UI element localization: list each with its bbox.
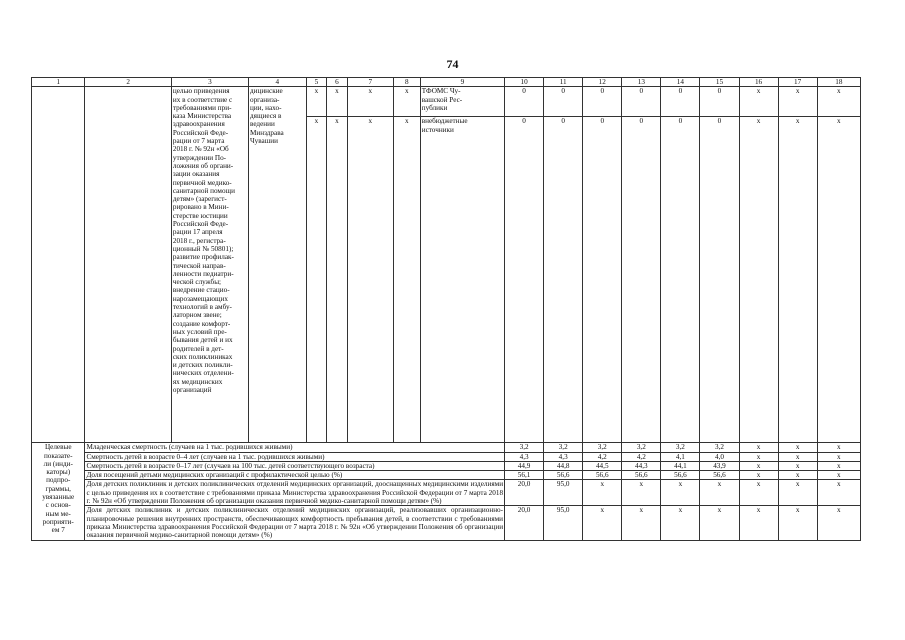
executor-text-line: ции, нахо- <box>249 103 282 112</box>
indicator-text: Доля детских поликлиник и детских поликлинических отделений медицинских организаций, дооснащенных медицинскими изделиями с целью приведения их в соответствие с требованиями приказа Министерства здравоохранения Российской Федерации от 7 марта 2018 г. № 92н «Об утверждении Положения об организации оказания первичной медико-санитарной помощи детям» (%) <box>86 480 504 506</box>
indicator-value: x <box>739 480 778 506</box>
column-number-4: 4 <box>248 78 306 87</box>
executor-text-line: Минздрава <box>249 128 284 137</box>
indicator-value: x <box>739 443 778 452</box>
measure-text-line: ленности педиатри- <box>172 269 234 278</box>
indicator-value: 44,9 <box>505 461 544 470</box>
indicator-value: 44,1 <box>661 461 700 470</box>
indicator-value: x <box>778 506 817 540</box>
measure-text-line: ных условий пре- <box>172 327 227 336</box>
indicator-value: 4,1 <box>661 452 700 461</box>
targets-label-line: ным ме- <box>45 509 71 518</box>
funding-source-line: источники <box>421 125 454 134</box>
indicator-value: x <box>583 480 622 506</box>
indicator-value: x <box>739 452 778 461</box>
indicator-value: x <box>622 506 661 540</box>
measure-text-line: здравоохранения <box>172 120 225 129</box>
measure-text-line: утверждении По- <box>172 153 227 162</box>
targets-label-line: каторы) <box>46 468 71 477</box>
targets-label-line: ем 7 <box>51 526 65 535</box>
column-number-3: 3 <box>171 78 248 87</box>
value-cell: x <box>778 87 817 117</box>
indicator-value: x <box>661 480 700 506</box>
value-cell: x <box>739 117 778 443</box>
indicator-value: 56,6 <box>544 471 583 480</box>
value-cell: 0 <box>505 117 544 443</box>
indicator-row <box>32 471 861 480</box>
marker-cell: x <box>347 117 393 443</box>
indicator-value: 44,8 <box>544 461 583 470</box>
empty-cell-col1 <box>32 87 85 443</box>
column-number-9: 9 <box>420 78 504 87</box>
indicator-value: 56,6 <box>583 471 622 480</box>
indicator-value: 44,5 <box>583 461 622 470</box>
measure-text-line: 2018 г., регистра- <box>172 236 226 245</box>
indicator-value: x <box>778 471 817 480</box>
measure-text-line: рации от 7 марта <box>172 137 225 146</box>
value-cell: 0 <box>544 87 583 117</box>
indicator-value: x <box>739 506 778 540</box>
measure-text-line: нарозамещающих <box>172 294 228 303</box>
indicator-value: x <box>817 471 860 480</box>
indicator-value: x <box>817 506 860 540</box>
indicator-value: x <box>700 506 739 540</box>
source-row-tfoms <box>32 87 861 117</box>
empty-cell-col2 <box>85 87 171 443</box>
measure-text-line: зации оказания <box>172 170 220 179</box>
indicator-value: x <box>817 461 860 470</box>
measure-text-line: требованиями при- <box>172 103 232 112</box>
measure-text-line: каза Министерства <box>172 112 232 121</box>
measure-text-line: ческой службы; <box>172 278 222 287</box>
value-cell: x <box>817 87 860 117</box>
funding-source-line: внебюджетные <box>421 117 468 126</box>
targets-label-line: подпро- <box>46 476 71 485</box>
value-cell: 0 <box>661 117 700 443</box>
indicator-value: 4,0 <box>700 452 739 461</box>
measure-text-line: ях медицинских <box>172 377 223 386</box>
measure-text-line: Российской Феде- <box>172 128 229 137</box>
column-number-1: 1 <box>32 78 85 87</box>
marker-cell: x <box>393 87 420 117</box>
measure-text-line: технологий в амбу- <box>172 303 232 312</box>
indicator-value: 56,6 <box>622 471 661 480</box>
marker-cell: x <box>306 87 327 117</box>
indicator-value: x <box>661 506 700 540</box>
funding-source-line: публики <box>421 103 448 112</box>
measure-text-line: санитарной помощи <box>172 186 235 195</box>
column-number-15: 15 <box>700 78 739 87</box>
indicator-text: Доля посещений детьми медицинских организаций с профилактической целью (%) <box>85 471 505 480</box>
executor-description <box>248 87 306 443</box>
indicator-value: 56,6 <box>661 471 700 480</box>
indicator-value: x <box>778 452 817 461</box>
measure-text-line: ционный № 50801); <box>172 244 234 253</box>
indicator-value: x <box>739 471 778 480</box>
column-number-10: 10 <box>505 78 544 87</box>
value-cell: 0 <box>505 87 544 117</box>
column-number-11: 11 <box>544 78 583 87</box>
indicator-value: 56,1 <box>505 471 544 480</box>
measure-text-line: внедрение стацио- <box>172 286 230 295</box>
executor-text-line: Чувашии <box>249 137 278 146</box>
value-cell: 0 <box>622 87 661 117</box>
executor-text-line: организа- <box>249 95 280 104</box>
measure-description <box>171 87 248 443</box>
funding-source <box>420 117 504 443</box>
indicator-text: Доля детских поликлиник и детских поликлинических отделений медицинских организаций, реализовавших организационно-планировочные решения внутренних пространств, обеспечивающих комфортность пребывания детей, в соответствии с требованиями приказа Министерства здравоохранения Российской Федерации от 7 марта 2018 г. № 92н «Об утверждении Положения об организации оказания первичной медико-санитарной помощи детям» (%) <box>86 506 504 540</box>
value-cell: 0 <box>583 87 622 117</box>
measure-text-line: организаций <box>172 385 212 394</box>
indicator-row <box>32 480 861 506</box>
indicator-value: x <box>778 443 817 452</box>
executor-text-line: дицинские <box>249 87 283 96</box>
indicator-value: x <box>778 480 817 506</box>
column-number-6: 6 <box>327 78 348 87</box>
indicator-value: 3,2 <box>700 443 739 452</box>
measure-text-line: рации 17 апреля <box>172 228 223 237</box>
indicator-value: x <box>778 461 817 470</box>
measure-text-line: их в соответствие с <box>172 95 233 104</box>
indicator-value: 4,3 <box>544 452 583 461</box>
indicator-value: 4,2 <box>622 452 661 461</box>
marker-cell: x <box>327 117 348 443</box>
value-cell: 0 <box>544 117 583 443</box>
value-cell: 0 <box>661 87 700 117</box>
column-number-12: 12 <box>583 78 622 87</box>
indicator-value: x <box>622 480 661 506</box>
targets-label-line: с основ- <box>45 501 71 510</box>
value-cell: x <box>739 87 778 117</box>
indicator-value: 3,2 <box>505 443 544 452</box>
column-number-8: 8 <box>393 78 420 87</box>
indicator-value: 20,0 <box>505 506 544 540</box>
column-number-row <box>32 78 861 87</box>
indicator-value: 44,3 <box>622 461 661 470</box>
executor-text-line: ведении <box>249 120 275 129</box>
value-cell: 0 <box>700 117 739 443</box>
measure-text-line: тической направ- <box>172 261 226 270</box>
value-cell: 0 <box>622 117 661 443</box>
column-number-18: 18 <box>817 78 860 87</box>
indicator-value: 3,2 <box>622 443 661 452</box>
page-number: 74 <box>446 57 459 71</box>
indicator-value: x <box>817 480 860 506</box>
indicator-value: 56,6 <box>700 471 739 480</box>
measure-text-line: и детских поликли- <box>172 361 233 370</box>
value-cell: 0 <box>583 117 622 443</box>
marker-cell: x <box>327 87 348 117</box>
column-number-14: 14 <box>661 78 700 87</box>
indicator-row <box>32 506 861 540</box>
indicator-value: x <box>583 506 622 540</box>
indicator-value: x <box>700 480 739 506</box>
indicator-value: 20,0 <box>505 480 544 506</box>
measure-text-line: ложения об органи- <box>172 161 234 170</box>
indicator-value: 95,0 <box>544 480 583 506</box>
column-number-5: 5 <box>306 78 327 87</box>
indicator-row <box>32 443 861 452</box>
value-cell: x <box>778 117 817 443</box>
targets-label-line: граммы, <box>45 484 71 493</box>
measure-text-line: первичной медико- <box>172 178 232 187</box>
indicator-text: Смертность детей в возрасте 0–17 лет (случаев на 100 тыс. детей соответствующего возраста) <box>85 461 505 470</box>
marker-cell: x <box>306 117 327 443</box>
measure-text-line: создание комфорт- <box>172 319 231 328</box>
column-number-2: 2 <box>85 78 171 87</box>
column-number-17: 17 <box>778 78 817 87</box>
program-table <box>31 77 861 541</box>
measure-text-line: целью приведения <box>172 87 230 96</box>
measure-text-line: развитие профилак- <box>172 253 234 262</box>
targets-label-line: показате- <box>43 451 73 460</box>
indicator-value: 3,2 <box>583 443 622 452</box>
measure-text-line: родителей в дет- <box>172 344 224 353</box>
targets-label-line: ли (инди- <box>43 459 73 468</box>
indicator-value: 43,9 <box>700 461 739 470</box>
funding-source-line: вашской Рес- <box>421 95 463 104</box>
indicator-row <box>32 461 861 470</box>
indicator-text: Смертность детей в возрасте 0–4 лет (случаев на 1 тыс. родившихся живыми) <box>85 452 505 461</box>
measure-text-line: стерстве юстиции <box>172 211 228 220</box>
marker-cell: x <box>347 87 393 117</box>
value-cell: x <box>817 117 860 443</box>
measure-text-line: 2018 г. № 92н «Об <box>172 145 229 154</box>
targets-label <box>32 443 85 540</box>
measure-text-line: рировано в Мини- <box>172 203 229 212</box>
funding-source <box>420 87 504 117</box>
targets-label-line: роприяти- <box>42 517 74 526</box>
indicator-row <box>32 452 861 461</box>
indicator-value: x <box>817 452 860 461</box>
indicator-value: 3,2 <box>661 443 700 452</box>
indicator-value: 4,3 <box>505 452 544 461</box>
column-number-7: 7 <box>347 78 393 87</box>
funding-source-line: ТФОМС Чу- <box>421 87 461 96</box>
measure-text-line: латорном звене; <box>172 311 222 320</box>
measure-text-line: бывания детей и их <box>172 336 233 345</box>
column-number-16: 16 <box>739 78 778 87</box>
indicator-value: x <box>817 443 860 452</box>
targets-label-line: Целевые <box>44 443 72 452</box>
column-number-13: 13 <box>622 78 661 87</box>
indicator-value: 95,0 <box>544 506 583 540</box>
value-cell: 0 <box>700 87 739 117</box>
indicator-text: Младенческая смертность (случаев на 1 тыс. родившихся живыми) <box>85 443 505 452</box>
marker-cell: x <box>393 117 420 443</box>
indicator-value: 3,2 <box>544 443 583 452</box>
measure-text-line: ских поликлиниках <box>172 352 233 361</box>
measure-text-line: нических отделени- <box>172 369 234 378</box>
executor-text-line: дящиеся в <box>249 112 282 121</box>
measure-text-line: детям» (зарегист- <box>172 195 227 204</box>
indicator-value: 4,2 <box>583 452 622 461</box>
measure-text-line: Российской Феде- <box>172 220 229 229</box>
indicator-value: x <box>739 461 778 470</box>
targets-label-line: увязанные <box>42 493 75 502</box>
